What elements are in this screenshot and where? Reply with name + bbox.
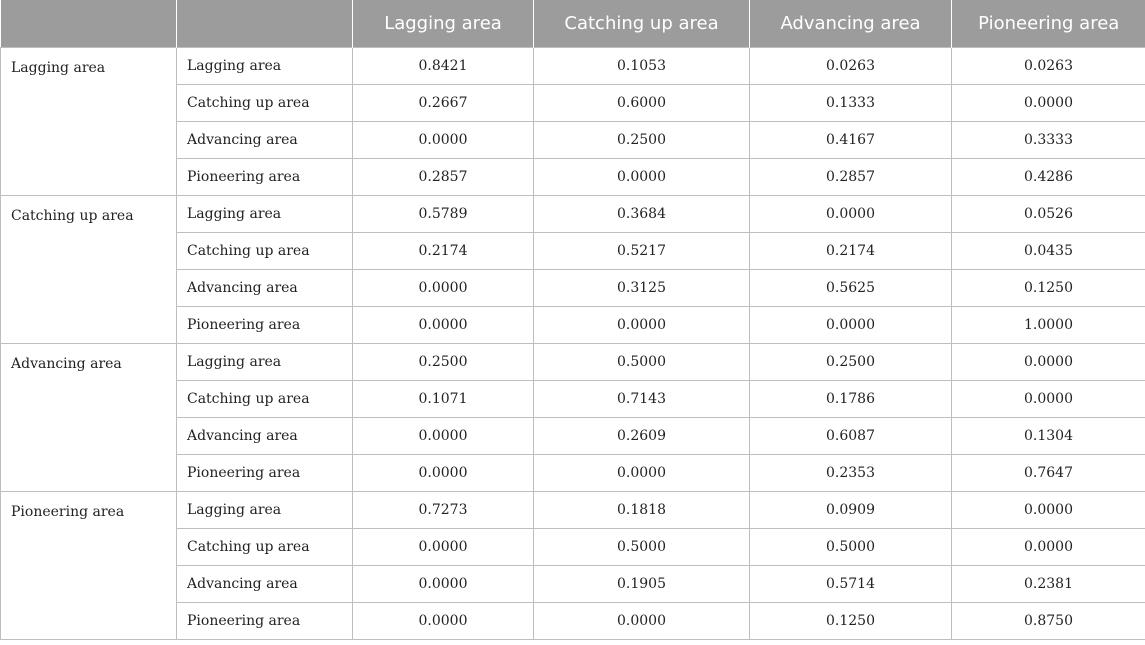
value-cell: 0.0000 (750, 307, 952, 344)
value-cell: 0.2353 (750, 455, 952, 492)
row-label: Advancing area (177, 566, 353, 603)
value-cell: 0.1818 (534, 492, 750, 529)
value-cell: 0.2174 (353, 233, 534, 270)
row-label: Pioneering area (177, 603, 353, 640)
header-cell-group (1, 0, 177, 48)
header-cell-sub (177, 0, 353, 48)
value-cell: 0.0000 (353, 529, 534, 566)
table-row (1, 196, 1145, 233)
value-cell: 0.0000 (952, 492, 1145, 529)
value-cell: 0.0000 (353, 122, 534, 159)
value-cell: 0.0435 (952, 233, 1145, 270)
value-cell: 0.2667 (353, 85, 534, 122)
value-cell: 0.5789 (353, 196, 534, 233)
value-cell: 0.0000 (750, 196, 952, 233)
table-body (1, 48, 1145, 640)
table-row (1, 344, 1145, 381)
row-label: Catching up area (177, 233, 353, 270)
value-cell: 0.4167 (750, 122, 952, 159)
value-cell: 0.0000 (952, 381, 1145, 418)
value-cell: 0.5000 (534, 344, 750, 381)
row-label: Lagging area (177, 344, 353, 381)
value-cell: 0.5000 (534, 529, 750, 566)
value-cell: 0.4286 (952, 159, 1145, 196)
value-cell: 0.2381 (952, 566, 1145, 603)
value-cell: 0.0000 (952, 85, 1145, 122)
row-label: Lagging area (177, 492, 353, 529)
value-cell: 0.1333 (750, 85, 952, 122)
value-cell: 0.0000 (952, 344, 1145, 381)
value-cell: 0.1905 (534, 566, 750, 603)
value-cell: 0.0263 (952, 48, 1145, 85)
value-cell: 0.7273 (353, 492, 534, 529)
value-cell: 0.6087 (750, 418, 952, 455)
row-label: Pioneering area (177, 307, 353, 344)
table-row (1, 48, 1145, 85)
table-row (1, 492, 1145, 529)
value-cell: 0.5000 (750, 529, 952, 566)
value-cell: 0.0000 (534, 455, 750, 492)
row-label: Catching up area (177, 381, 353, 418)
value-cell: 0.0000 (534, 159, 750, 196)
row-label: Lagging area (177, 48, 353, 85)
table-header (1, 0, 1145, 48)
group-label: Catching up area (1, 196, 177, 344)
value-cell: 0.2857 (750, 159, 952, 196)
value-cell: 0.5714 (750, 566, 952, 603)
value-cell: 0.0526 (952, 196, 1145, 233)
value-cell: 0.5217 (534, 233, 750, 270)
row-label: Advancing area (177, 418, 353, 455)
header-row (1, 0, 1145, 48)
value-cell: 0.2609 (534, 418, 750, 455)
value-cell: 0.0000 (353, 418, 534, 455)
value-cell: 0.0000 (353, 566, 534, 603)
value-cell: 0.0000 (353, 270, 534, 307)
value-cell: 0.1053 (534, 48, 750, 85)
row-label: Catching up area (177, 85, 353, 122)
value-cell: 0.0000 (353, 307, 534, 344)
row-label: Catching up area (177, 529, 353, 566)
header-cell-lagging: Lagging area (353, 0, 534, 48)
value-cell: 0.2500 (534, 122, 750, 159)
group-label: Lagging area (1, 48, 177, 196)
header-cell-advancing: Advancing area (750, 0, 952, 48)
value-cell: 0.0000 (353, 455, 534, 492)
value-cell: 0.3333 (952, 122, 1145, 159)
value-cell: 0.0000 (952, 529, 1145, 566)
value-cell: 1.0000 (952, 307, 1145, 344)
row-label: Pioneering area (177, 455, 353, 492)
group-label: Advancing area (1, 344, 177, 492)
value-cell: 0.2500 (750, 344, 952, 381)
header-cell-pioneering: Pioneering area (952, 0, 1145, 48)
value-cell: 0.1071 (353, 381, 534, 418)
header-cell-catching-up: Catching up area (534, 0, 750, 48)
value-cell: 0.0263 (750, 48, 952, 85)
value-cell: 0.3684 (534, 196, 750, 233)
value-cell: 0.1304 (952, 418, 1145, 455)
value-cell: 0.1250 (952, 270, 1145, 307)
row-label: Advancing area (177, 122, 353, 159)
value-cell: 0.0000 (353, 603, 534, 640)
row-label: Pioneering area (177, 159, 353, 196)
value-cell: 0.3125 (534, 270, 750, 307)
value-cell: 0.1250 (750, 603, 952, 640)
value-cell: 0.8421 (353, 48, 534, 85)
row-label: Advancing area (177, 270, 353, 307)
value-cell: 0.0000 (534, 307, 750, 344)
value-cell: 0.7647 (952, 455, 1145, 492)
group-label: Pioneering area (1, 492, 177, 640)
value-cell: 0.6000 (534, 85, 750, 122)
value-cell: 0.5625 (750, 270, 952, 307)
value-cell: 0.7143 (534, 381, 750, 418)
value-cell: 0.2174 (750, 233, 952, 270)
value-cell: 0.0909 (750, 492, 952, 529)
value-cell: 0.2500 (353, 344, 534, 381)
value-cell: 0.8750 (952, 603, 1145, 640)
value-cell: 0.2857 (353, 159, 534, 196)
value-cell: 0.0000 (534, 603, 750, 640)
value-cell: 0.1786 (750, 381, 952, 418)
row-label: Lagging area (177, 196, 353, 233)
